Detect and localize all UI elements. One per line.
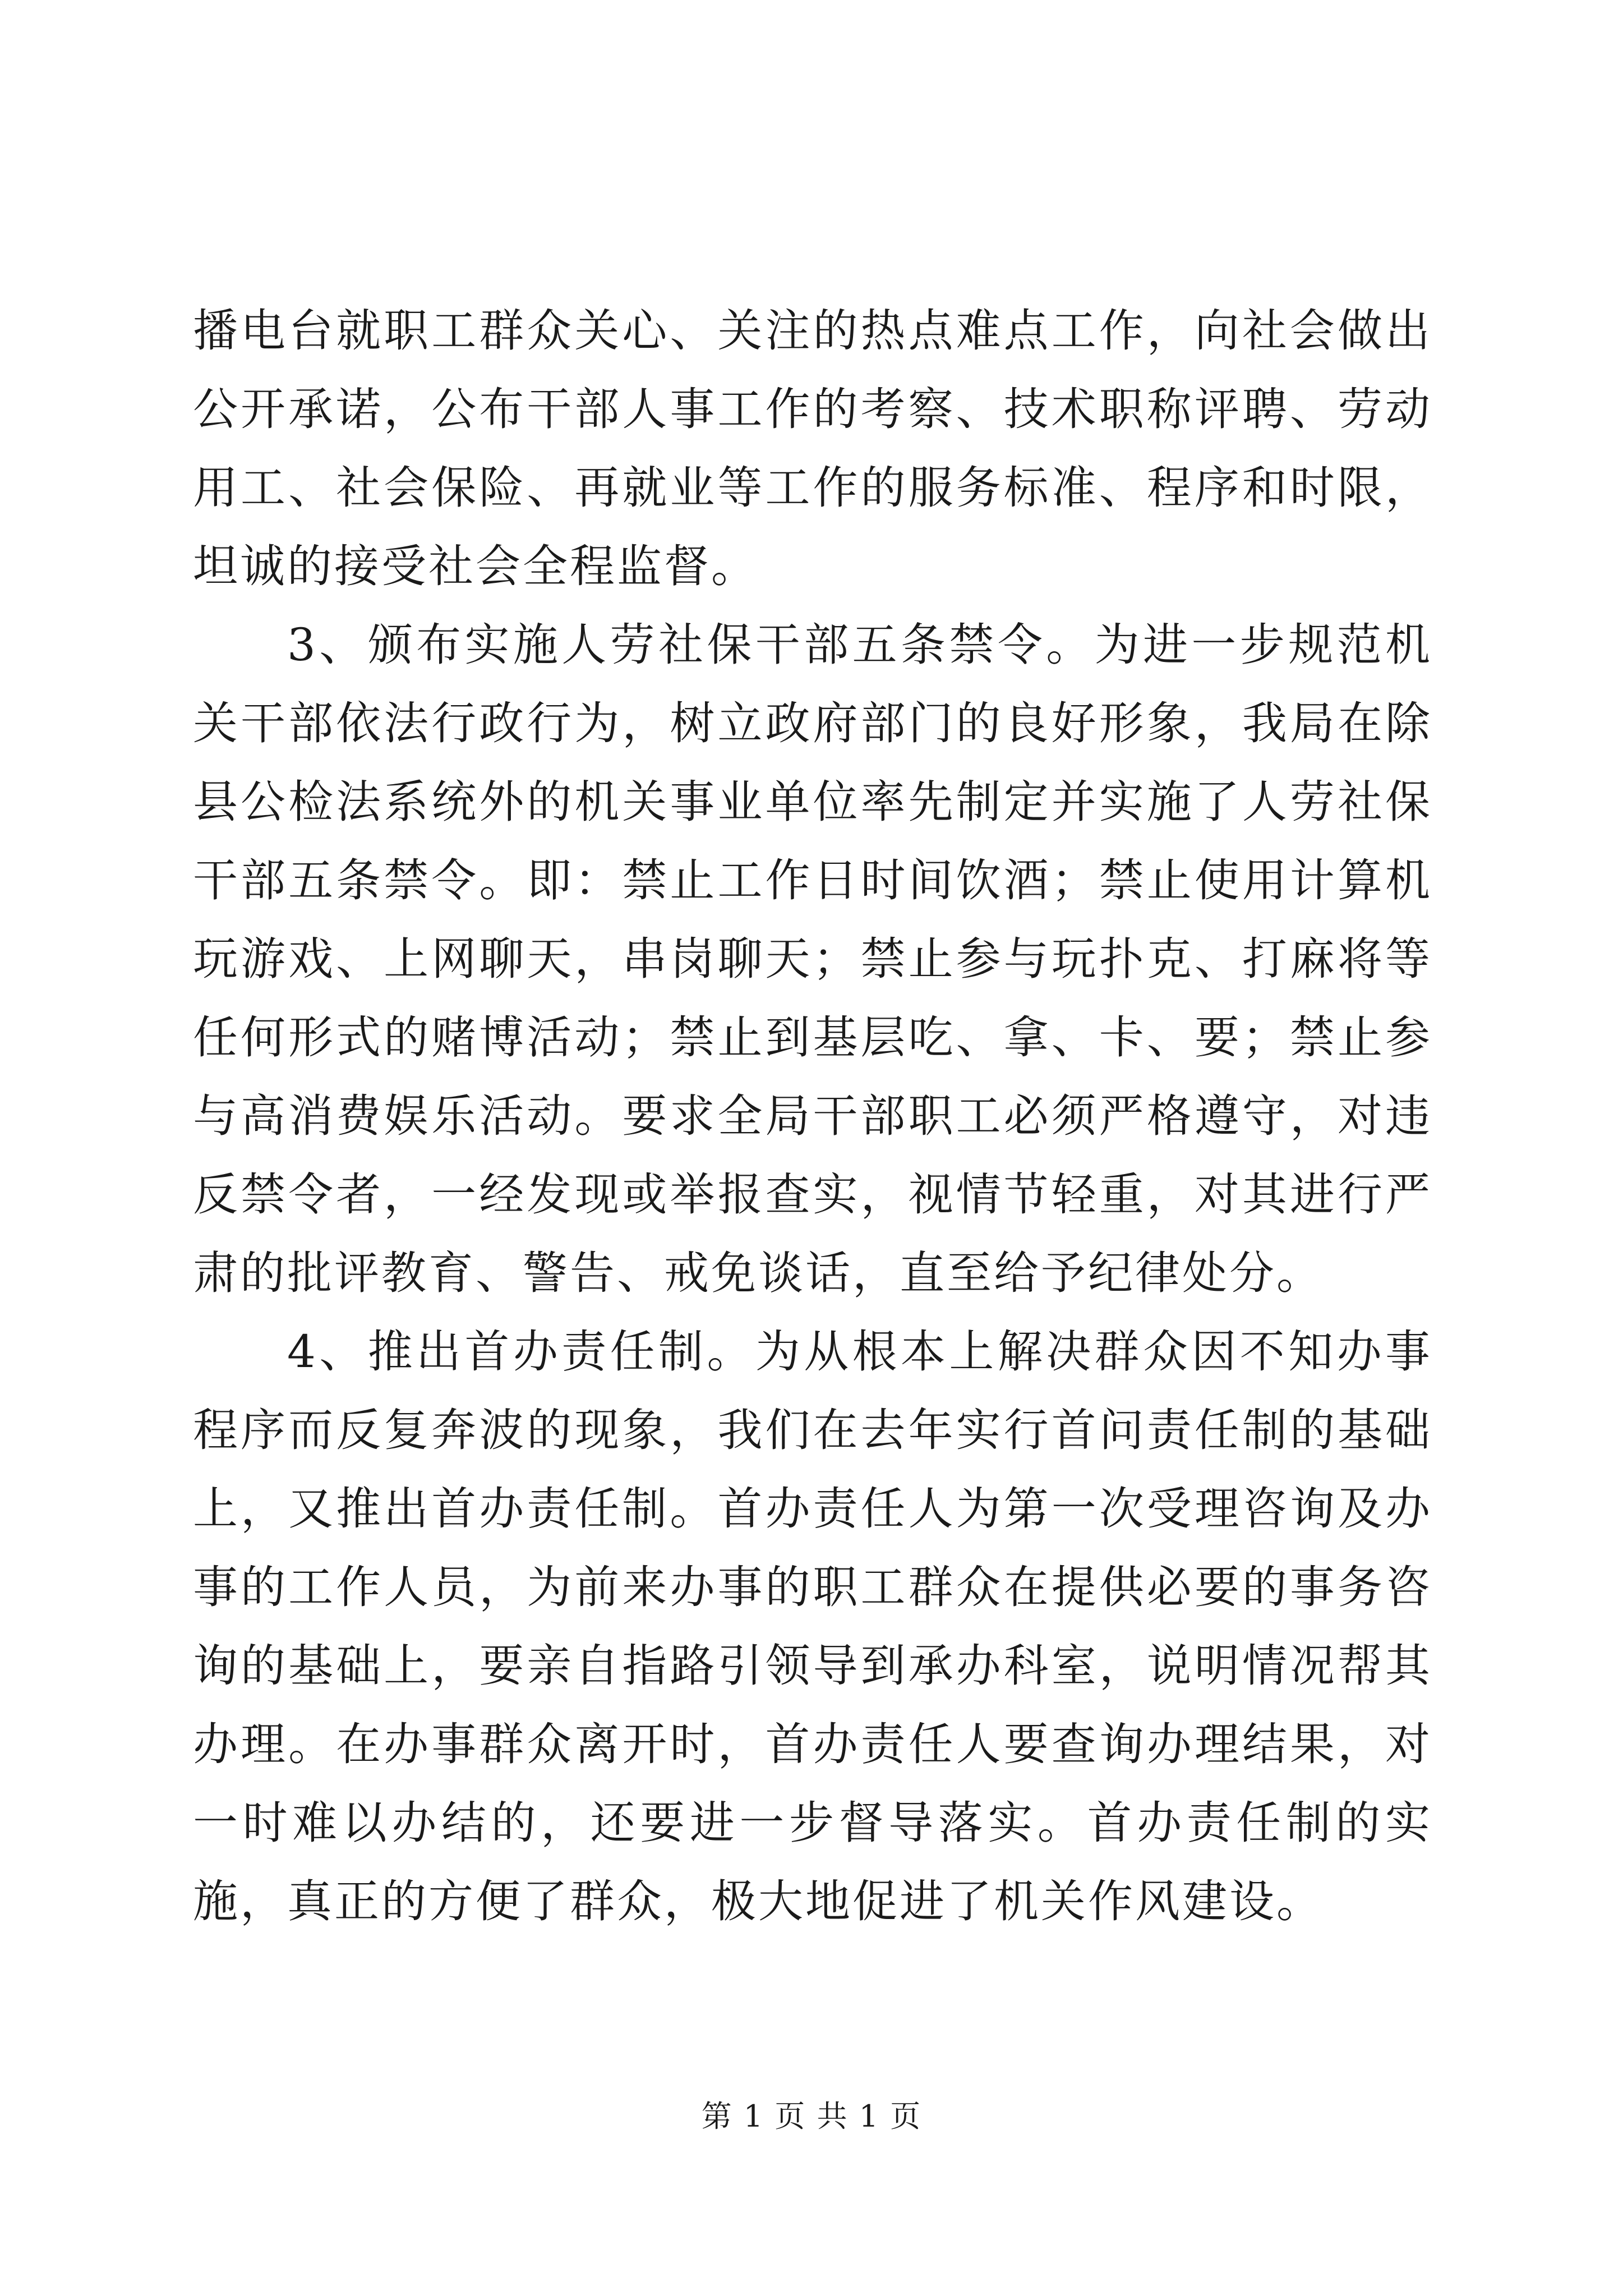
paragraph-item-3: 3、颁布实施人劳社保干部五条禁令。为进一步规范机关干部依法行政行为，树立政府部门的良好形象，我局在除县公检法系统外的机关事业单位率先制定并实施了人劳社保干部五条禁令。即：禁止工作日时间饮酒；禁止使用计算机玩游戏、上网聊天，串岗聊天；禁止参与玩扑克、打麻将等任何形式的赌博活动；禁止到基层吃、拿、卡、要；禁止参与高消费娱乐活动。要求全局干部职工必须严格遵守，对违反禁令者，一经发现或举报查实，视情节轻重，对其进行严肃的批评教育、警告、戒免谈话，直至给予纪律处分。: [193, 619, 1432, 1299]
paragraph-item-4: 4、推出首办责任制。为从根本上解决群众因不知办事程序而反复奔波的现象，我们在去年实行首问责任制的基础上，又推出首办责任制。首办责任人为第一次受理咨询及办事的工作人员，为前来办事的职工群众在提供必要的事务咨询的基础上，要亲自指路引领导到承办科室，说明情况帮其办理。在办事群众离开时，首办责任人要查询办理结果，对一时难以办结的，还要进一步督导落实。首办责任制的实施，真正的方便了群众，极大地促进了机关作风建设。: [193, 1326, 1432, 1927]
document-body: [193, 292, 1432, 1941]
paragraph-continuation: 播电台就职工群众关心、关注的热点难点工作，向社会做出公开承诺，公布干部人事工作的考察、技术职称评聘、劳动用工、社会保险、再就业等工作的服务标准、程序和时限，坦诚的接受社会全程监督。: [193, 305, 1432, 592]
page-footer: 第 1 页 共 1 页: [701, 2099, 922, 2134]
